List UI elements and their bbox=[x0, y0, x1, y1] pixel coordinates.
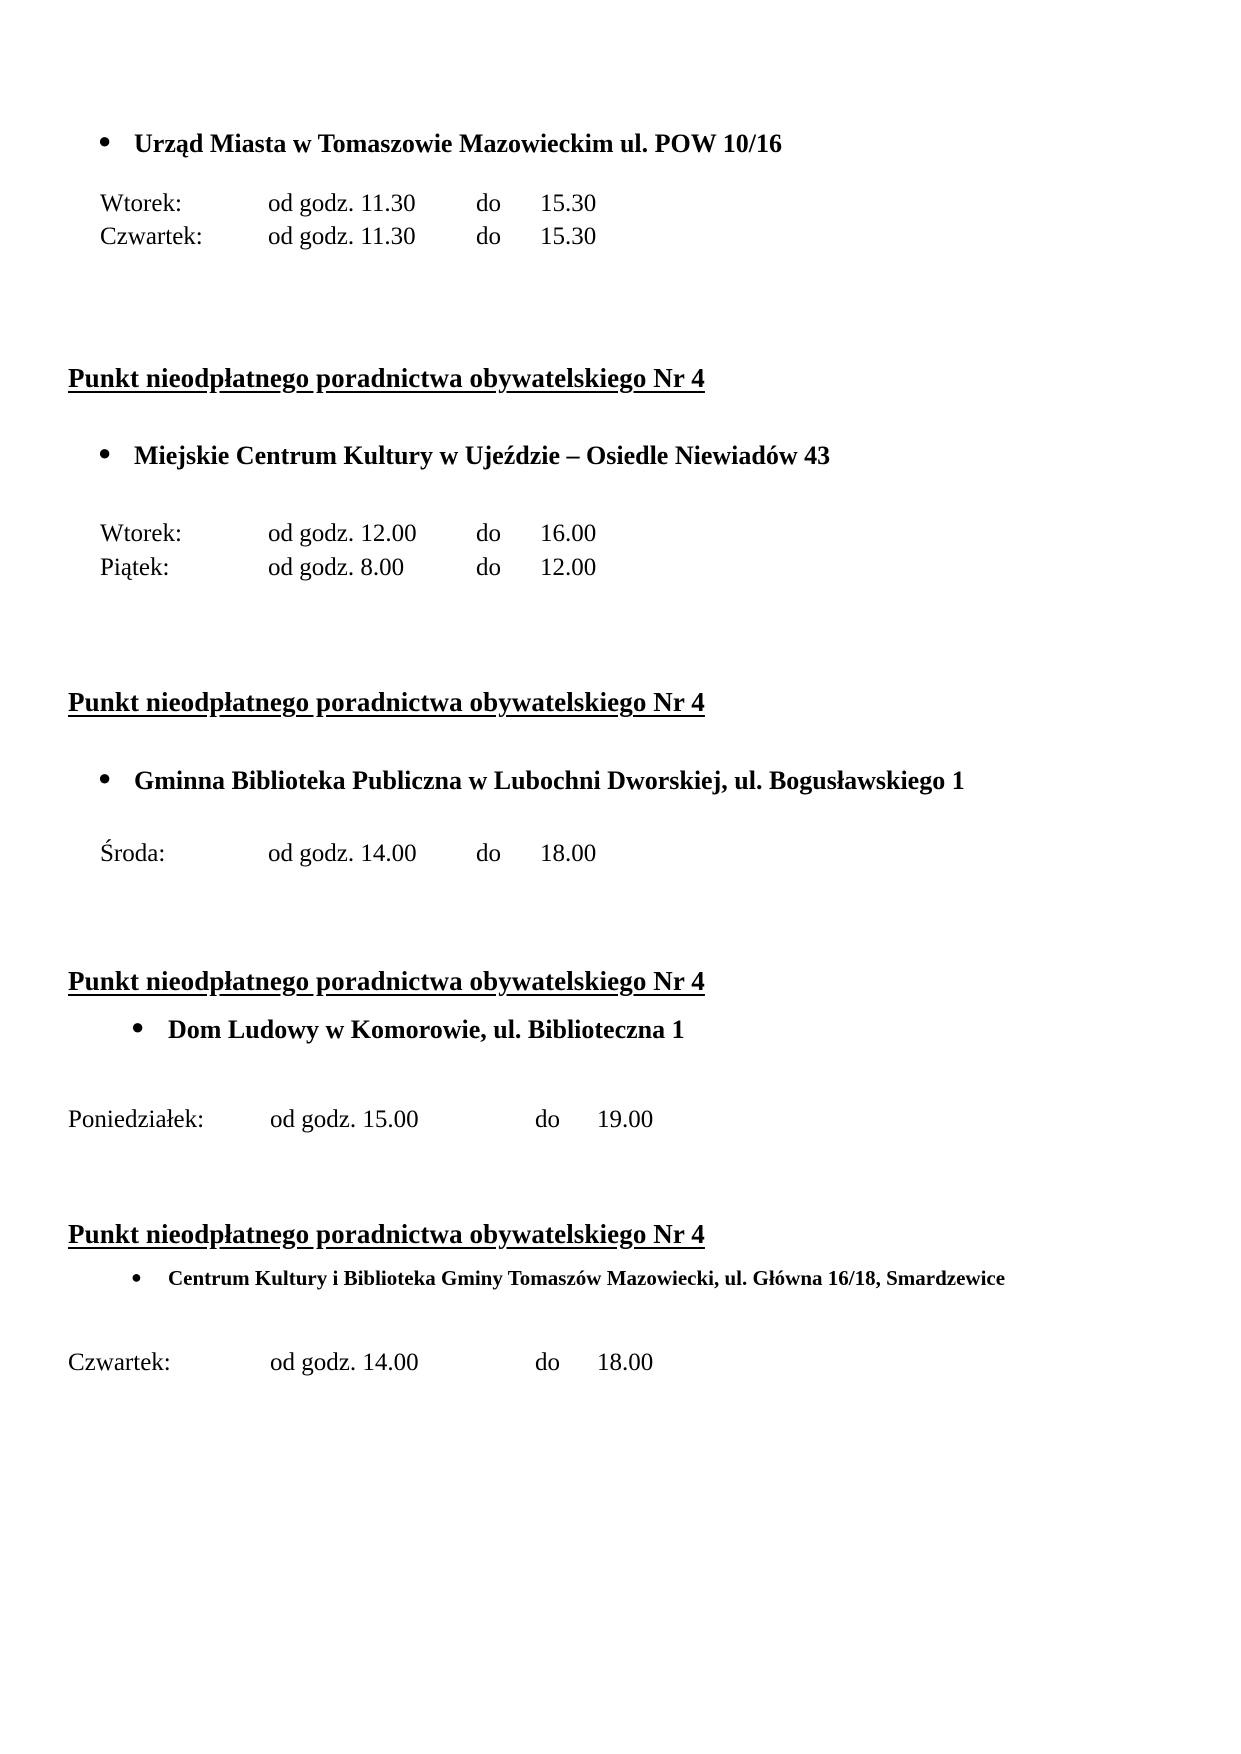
schedule-day: Piątek: bbox=[100, 553, 170, 581]
spacer bbox=[68, 871, 1168, 965]
schedule-from: od godz. 11.30 bbox=[268, 189, 416, 217]
spacer bbox=[68, 1291, 1168, 1346]
schedule-from: od godz. 14.00 bbox=[268, 840, 417, 868]
venue-item bbox=[68, 128, 1168, 161]
venue-label: Centrum Kultury i Biblioteka Gminy Tomaszów Mazowiecki, ul. Główna 16/18, Smardzewice bbox=[168, 1266, 1006, 1291]
schedule-do-label: do bbox=[476, 189, 501, 217]
schedule-from: od godz. 15.00 bbox=[270, 1105, 419, 1133]
venue-label: Dom Ludowy w Komorowie, ul. Biblioteczna 1 bbox=[168, 1015, 685, 1045]
schedule-from: od godz. 12.00 bbox=[268, 519, 417, 547]
document-content bbox=[68, 0, 1168, 1380]
schedule-to: 12.00 bbox=[540, 553, 597, 581]
venue-item bbox=[68, 440, 1168, 473]
bullet-icon: ● bbox=[98, 440, 112, 466]
schedule-to: 18.00 bbox=[597, 1349, 654, 1377]
schedule-day: Czwartek: bbox=[100, 223, 203, 251]
schedule-do-label: do bbox=[535, 1105, 560, 1133]
schedule-day: Poniedziałek: bbox=[68, 1105, 205, 1133]
venue-item bbox=[68, 765, 1168, 798]
schedule-day: Wtorek: bbox=[100, 519, 182, 547]
venue-item bbox=[68, 1265, 1168, 1291]
spacer bbox=[68, 473, 1168, 517]
schedule-day: Wtorek: bbox=[100, 189, 182, 217]
spacer bbox=[68, 1047, 1168, 1103]
spacer bbox=[68, 394, 1168, 440]
schedule-to: 19.00 bbox=[597, 1105, 654, 1133]
section-heading: Punkt nieodpłatnego poradnictwa obywatelskiego Nr 4 bbox=[68, 1218, 705, 1249]
bullet-icon: ● bbox=[98, 128, 112, 153]
schedule-day: Czwartek: bbox=[68, 1349, 171, 1377]
schedule-to: 15.30 bbox=[540, 189, 597, 217]
venue-item bbox=[68, 1014, 1168, 1047]
schedule-row bbox=[68, 1103, 1168, 1137]
spacer bbox=[68, 997, 1168, 1014]
schedule-from: od godz. 11.30 bbox=[268, 223, 416, 251]
section-heading: Punkt nieodpłatnego poradnictwa obywatelskiego Nr 4 bbox=[68, 966, 705, 997]
spacer bbox=[68, 584, 1168, 686]
schedule-do-label: do bbox=[476, 553, 501, 581]
schedule-row bbox=[68, 220, 1168, 254]
schedule-to: 16.00 bbox=[540, 519, 597, 547]
bullet-icon: ● bbox=[131, 1267, 142, 1288]
section-heading: Punkt nieodpłatnego poradnictwa obywatelskiego Nr 4 bbox=[68, 687, 705, 718]
schedule-row bbox=[68, 551, 1168, 585]
schedule-row bbox=[68, 1346, 1168, 1380]
schedule-day: Środa: bbox=[100, 840, 166, 868]
bullet-icon: ● bbox=[98, 764, 112, 790]
venue-label: Miejskie Centrum Kultury w Ujeździe – Osiedle Niewiadów 43 bbox=[134, 441, 831, 471]
schedule-row bbox=[68, 517, 1168, 551]
schedule-do-label: do bbox=[476, 223, 501, 251]
schedule-from: od godz. 14.00 bbox=[270, 1349, 419, 1377]
schedule-row bbox=[68, 187, 1168, 221]
spacer bbox=[68, 1250, 1168, 1265]
venue-label: Urząd Miasta w Tomaszowie Mazowieckim ul. POW 10/16 bbox=[134, 129, 783, 158]
schedule-row bbox=[68, 837, 1168, 871]
schedule-from: od godz. 8.00 bbox=[268, 553, 405, 581]
schedule-to: 18.00 bbox=[540, 840, 597, 868]
bullet-icon: ● bbox=[131, 1014, 145, 1040]
spacer bbox=[68, 161, 1168, 187]
schedule-to: 15.30 bbox=[540, 223, 597, 251]
spacer bbox=[68, 254, 1168, 362]
spacer bbox=[68, 1137, 1168, 1218]
schedule-do-label: do bbox=[476, 519, 501, 547]
spacer bbox=[68, 0, 1168, 128]
venue-label: Gminna Biblioteka Publiczna w Lubochni Dworskiej, ul. Bogusławskiego 1 bbox=[134, 765, 965, 795]
schedule-do-label: do bbox=[535, 1349, 560, 1377]
section-heading: Punkt nieodpłatnego poradnictwa obywatelskiego Nr 4 bbox=[68, 363, 705, 393]
spacer bbox=[68, 719, 1168, 765]
spacer bbox=[68, 797, 1168, 837]
schedule-do-label: do bbox=[476, 840, 501, 868]
